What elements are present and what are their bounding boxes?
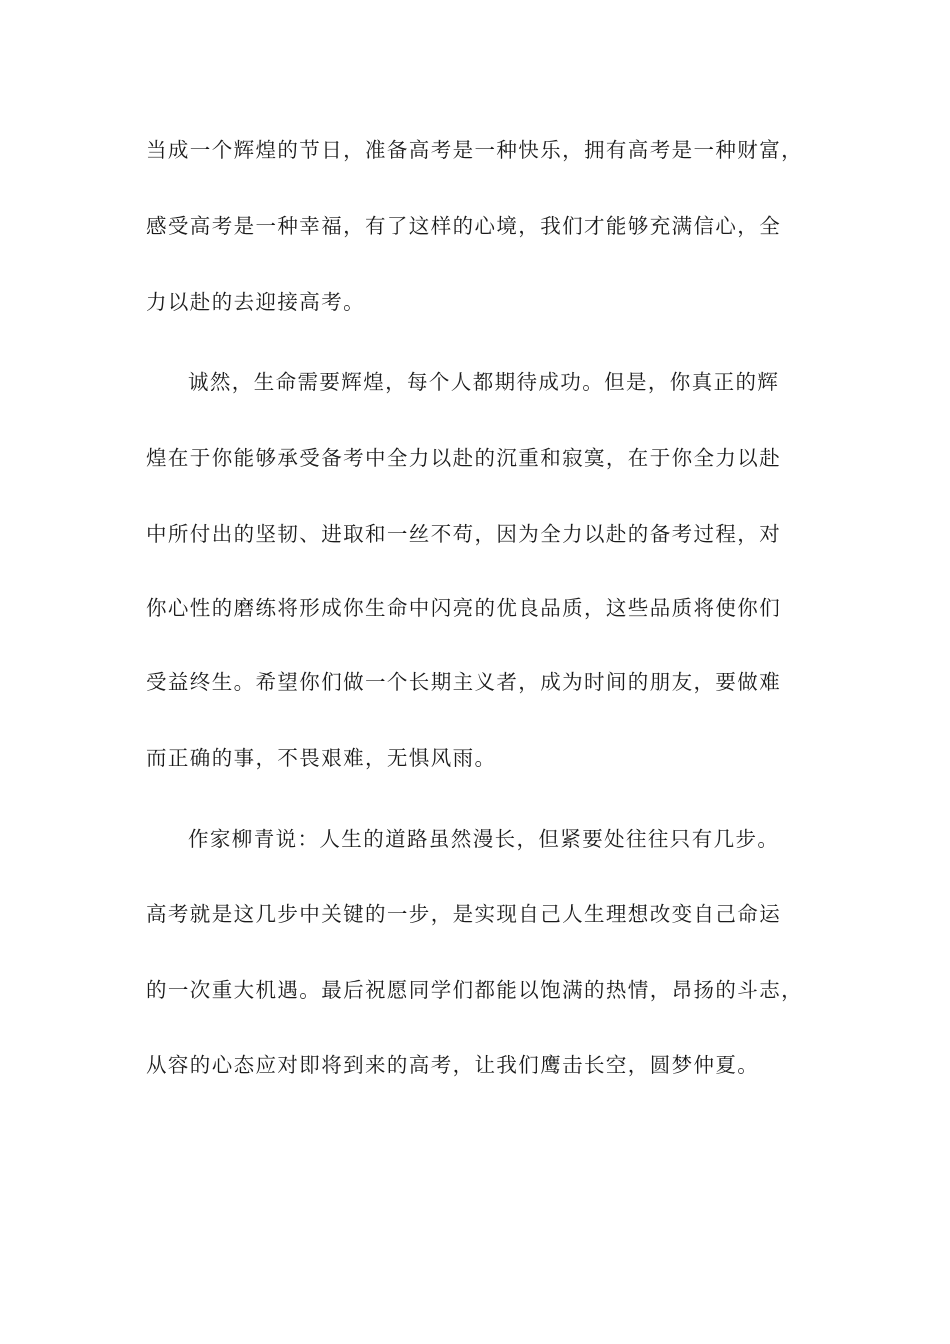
text-line: 高考就是这几步中关键的一步，是实现自己人生理想改变自己命运: [146, 902, 782, 926]
text-line: 从容的心态应对即将到来的高考，让我们鹰击长空，圆梦仲夏。: [146, 1053, 760, 1077]
text-line: 力以赴的去迎接高考。: [146, 290, 365, 314]
text-line: 中所付出的坚韧、进取和一丝不苟，因为全力以赴的备考过程，对: [146, 522, 782, 546]
text-line: 诚然，生命需要辉煌，每个人都期待成功。但是，你真正的辉: [188, 370, 780, 394]
text-line: 受益终生。希望你们做一个长期主义者，成为时间的朋友，要做难: [146, 670, 782, 694]
text-line: 煌在于你能够承受备考中全力以赴的沉重和寂寞，在于你全力以赴: [146, 446, 782, 470]
text-line: 作家柳青说：人生的道路虽然漫长，但紧要处往往只有几步。: [188, 827, 780, 851]
text-line: 你心性的磨练将形成你生命中闪亮的优良品质，这些品质将使你们: [146, 596, 782, 620]
text-line: 当成一个辉煌的节日，准备高考是一种快乐，拥有高考是一种财富，: [146, 138, 803, 162]
text-line: 而正确的事，不畏艰难，无惧风雨。: [146, 746, 497, 770]
text-line: 感受高考是一种幸福，有了这样的心境，我们才能够充满信心，全: [146, 214, 782, 238]
text-line: 的一次重大机遇。最后祝愿同学们都能以饱满的热情，昂扬的斗志，: [146, 978, 803, 1002]
